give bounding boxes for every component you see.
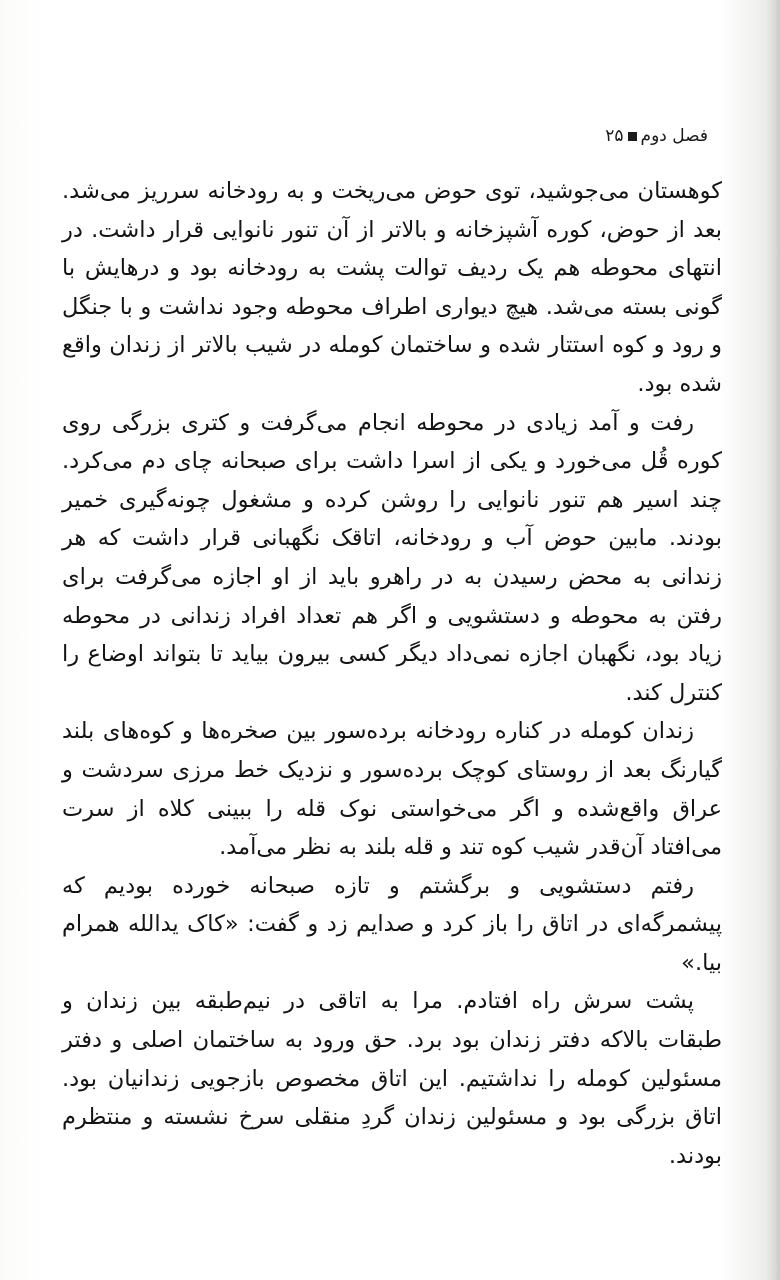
page-number: ۲۵ — [605, 126, 624, 146]
chapter-title: فصل دوم — [640, 126, 708, 146]
square-bullet-icon — [628, 132, 637, 141]
body-text — [62, 172, 722, 1175]
page-gutter-shadow — [766, 0, 780, 1280]
paragraph-4: رفتم دستشویی و برگشتم و تازه صبحانه خورده بودیم که پیشمرگه‌ای در اتاق را باز کرد و صدایم زد و گفت: «کاک یدالله همرام بیا.» — [62, 872, 722, 976]
paragraph-1: کوهستان می‌جوشید، توی حوض می‌ریخت و به رودخانه سرریز می‌شد. بعد از حوض، کوره آشپزخانه و بالاتر از آن تنور نانوایی قرار داشت. در انتهای محوطه هم یک ردیف توالت پشت به رودخانه بود و درهایش با گونی بسته می‌شد. هیچ دیواری اطراف محوطه وجود نداشت و با جنگل و رود و کوه استتار شده و ساختمان کومله در شیب بالاتر از زندان واقع شده بود. — [62, 178, 722, 397]
paragraph-2: رفت و آمد زیادی در محوطه انجام می‌گرفت و کتری بزرگی روی کوره قُل می‌خورد و یکی از اسرا داشت برای صبحانه چای دم می‌کرد. چند اسیر هم تنور نانوایی را روشن کرده و مشغول چونه‌گیری خمیر بودند. مابین حوض آب و رودخانه، اتاقک نگهبانی قرار داشت که هر زندانی به محض رسیدن به در راهرو باید از او اجازه می‌گرفت برای رفتن به محوطه و دستشویی و اگر هم تعداد افراد زندانی در محوطه زیاد بود، نگهبان اجازه نمی‌داد دیگر کسی بیرون بیاید تا بتواند اوضاع را کنترل کند. — [62, 409, 722, 706]
paragraph-3: زندان کومله در کناره رودخانه برده‌سور بین صخره‌ها و کوه‌های بلند گیارنگ بعد از روستای کوچک برده‌سور و نزدیک خط مرزی سردشت و عراق واقع‌شده و اگر می‌خواستی نوک قله را ببینی کلاه از سرت می‌افتاد آن‌قدر شیب کوه تند و قله بلند به نظر می‌آمد. — [62, 718, 722, 861]
paragraph-5: پشت سرش راه افتادم. مرا به اتاقی در نیم‌طبقه بین زندان و طبقات بالاکه دفتر زندان بود برد. حق ورود به ساختمان اصلی و دفتر مسئولین کومله را نداشتیم. این اتاق مخصوص بازجویی زندانیان بود. اتاق بزرگی بود و مسئولین زندان گردِ منقلی سرخ نشسته و منتظرم بودند. — [62, 988, 722, 1169]
running-head — [605, 126, 708, 146]
